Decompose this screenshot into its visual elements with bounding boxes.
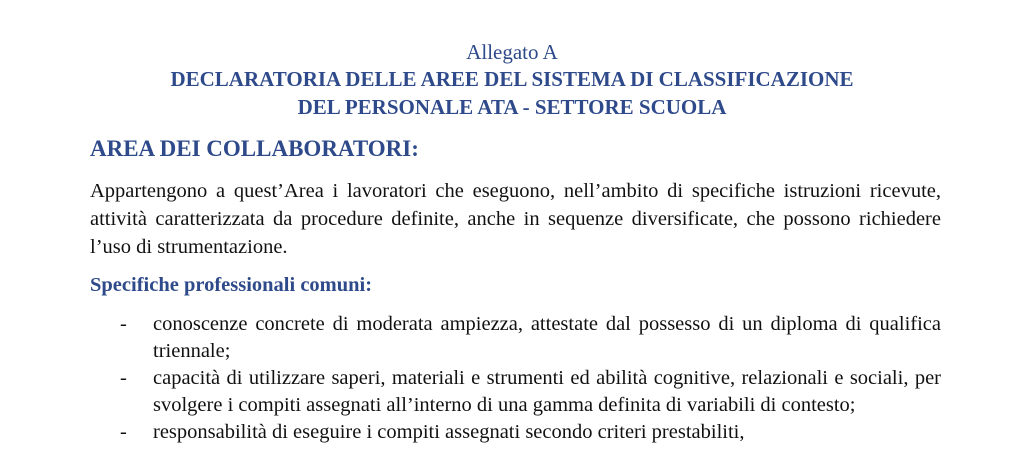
professional-specs-list bbox=[120, 311, 941, 446]
list-item bbox=[120, 419, 941, 446]
list-dash-marker: - bbox=[120, 421, 127, 443]
document-heading-line-2: DEL PERSONALE ATA - SETTORE SCUOLA bbox=[297, 95, 727, 119]
list-item-text: capacità di utilizzare saperi, materiali e strumenti ed abilità cognitive, relazionali e sociali, per svolgere i compiti assegnati all’interno di una gamma definita di variabili di contesto; bbox=[153, 367, 941, 416]
list-item bbox=[120, 311, 941, 365]
area-title: AREA DEI COLLABORATORI: bbox=[90, 136, 419, 161]
document-heading-line-1: DECLARATORIA DELLE AREE DEL SISTEMA DI CLASSIFICAZIONE bbox=[170, 67, 854, 91]
list-item-text: conoscenze concrete di moderata ampiezza, attestate dal possesso di un diploma di qualifica triennale; bbox=[153, 313, 941, 362]
list-dash-marker: - bbox=[120, 313, 127, 335]
list-item bbox=[120, 365, 941, 419]
allegato-label: Allegato A bbox=[466, 40, 558, 64]
list-item-text: responsabilità di eseguire i compiti assegnati secondo criteri prestabiliti, bbox=[153, 421, 745, 443]
list-dash-marker: - bbox=[120, 367, 127, 389]
section-subheading: Specifiche professionali comuni: bbox=[90, 274, 373, 296]
area-description-paragraph: Appartengono a quest’Area i lavoratori che eseguono, nell’ambito di specifiche istruzioni ricevute, attività caratterizzata da procedure definite, anche in sequenze diversificate, che possono richiedere l’uso di strumentazione. bbox=[90, 180, 941, 258]
